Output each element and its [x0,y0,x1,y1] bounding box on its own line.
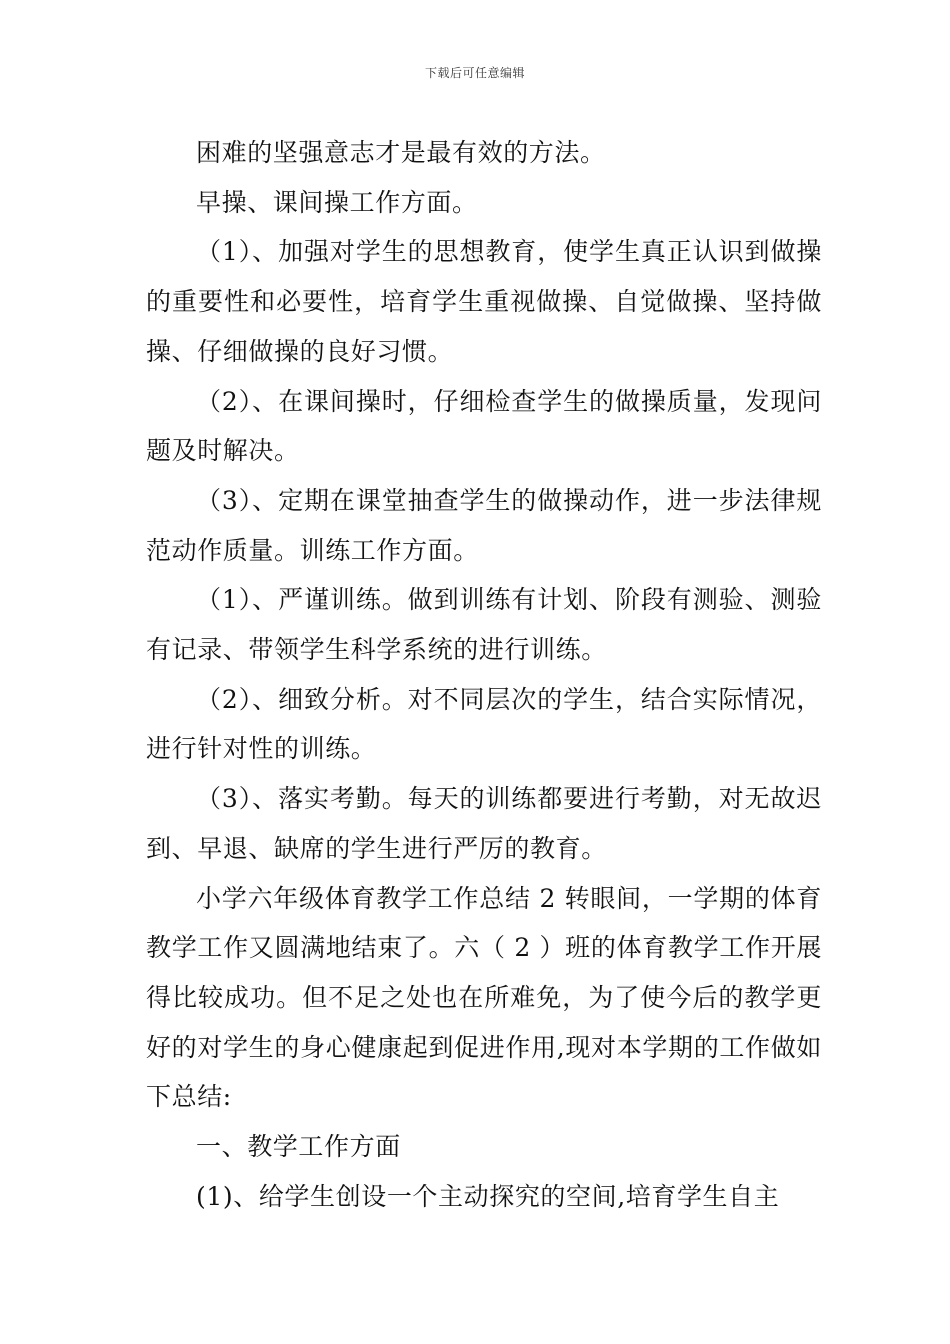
page-header: 下载后可任意编辑 [424,66,525,80]
paragraph: （1）、严谨训练。做到训练有计划、阶段有测验、测验有记录、带领学生科学系统的进行训练。 [146,585,822,665]
paragraph: 早操、课间操工作方面。 [196,187,478,217]
paragraph: 困难的坚强意志才是最有效的方法。 [196,138,606,167]
paragraph: (1)、给学生创设一个主动探究的空间,培育学生自主 [196,1181,780,1211]
paragraph: （3）、落实考勤。每天的训练都要进行考勤，对无故迟到、早退、缺席的学生进行严厉的教育。 [146,784,822,863]
paragraph: 小学六年级体育教学工作总结 2 转眼间，一学期的体育教学工作又圆满地结束了。六（ 2 ）班的体育教学工作开展得比较成功。但不足之处也在所难免，为了使今后的教学更好的对学生的身心健康起到促进作用,现对本学期的工作做如下总结: [146,883,822,1112]
document-body [146,128,822,1221]
paragraph: （1）、加强对学生的思想教育，使学生真正认识到做操的重要性和必要性，培育学生重视做操、自觉做操、坚持做操、仔细做操的良好习惯。 [146,237,822,366]
section-heading: 一、教学工作方面 [196,1132,401,1162]
paragraph: （2）、在课间操时，仔细检查学生的做操质量，发现问题及时解决。 [146,386,822,466]
paragraph: （3）、定期在课堂抽查学生的做操动作，进一步法律规范动作质量。训练工作方面。 [146,485,822,565]
paragraph: （2）、细致分析。对不同层次的学生，结合实际情况，进行针对性的训练。 [146,684,822,764]
